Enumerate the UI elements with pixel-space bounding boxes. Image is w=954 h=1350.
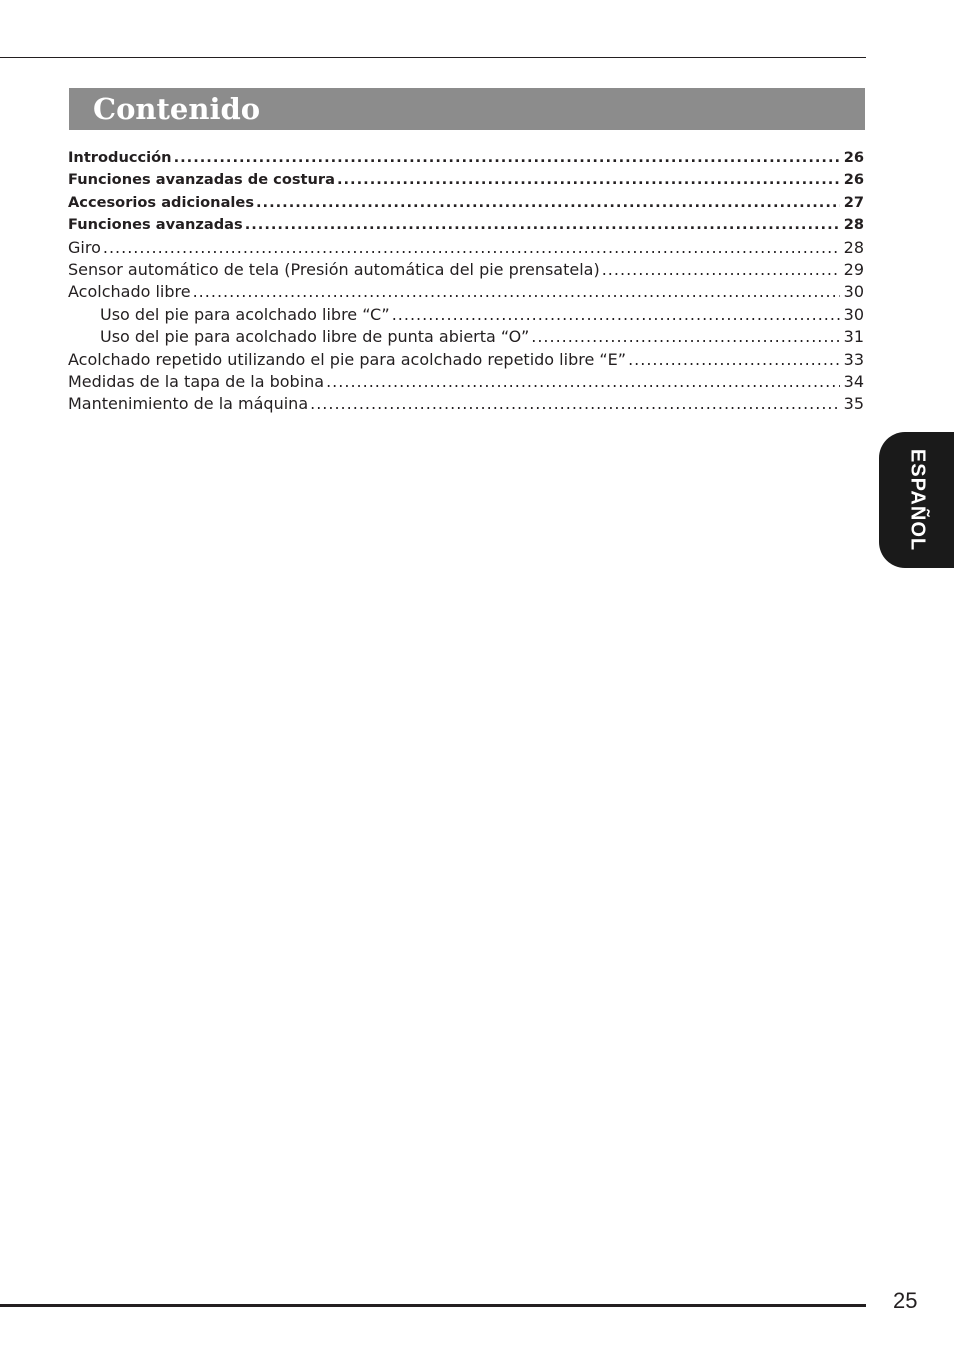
toc-entry-label: Sensor automático de tela (Presión automática del pie prensatela) — [68, 259, 600, 279]
toc-entry-page: 27 — [843, 193, 864, 211]
toc-dot-leader — [392, 304, 840, 326]
toc-entry-page: 33 — [843, 349, 864, 369]
toc-entry[interactable] — [68, 349, 864, 371]
toc-dot-leader — [193, 281, 840, 303]
toc-entry-label: Acolchado repetido utilizando el pie para acolchado repetido libre “E” — [68, 349, 627, 369]
toc-entry[interactable] — [68, 192, 864, 214]
toc-dot-leader — [245, 214, 840, 236]
toc-entry[interactable] — [68, 147, 864, 169]
toc-entry-page: 29 — [843, 259, 864, 279]
toc-entry-label: Giro — [68, 237, 101, 257]
toc-dot-leader — [256, 192, 840, 214]
toc-entry[interactable] — [68, 393, 864, 415]
toc-entry[interactable] — [68, 169, 864, 191]
title-bar — [69, 88, 865, 130]
toc-entry[interactable] — [68, 214, 864, 236]
toc-entry-label: Uso del pie para acolchado libre “C” — [100, 304, 390, 324]
top-rule — [0, 57, 866, 58]
bottom-rule — [0, 1304, 866, 1307]
toc-dot-leader — [310, 393, 840, 415]
toc-entry[interactable] — [68, 237, 864, 259]
toc-entry-page: 30 — [843, 282, 864, 302]
table-of-contents — [68, 147, 864, 416]
toc-dot-leader — [602, 259, 840, 281]
toc-entry[interactable] — [68, 326, 864, 348]
toc-entry-page: 30 — [843, 304, 864, 324]
language-tab-label: ESPAÑOL — [906, 448, 928, 552]
toc-dot-leader — [326, 371, 840, 393]
toc-entry-page: 26 — [843, 171, 864, 189]
toc-dot-leader — [628, 349, 840, 371]
toc-entry-label: Funciones avanzadas — [68, 216, 243, 234]
toc-entry-page: 35 — [843, 394, 864, 414]
toc-dot-leader — [174, 147, 840, 169]
toc-entry-label: Accesorios adicionales — [68, 193, 254, 211]
toc-dot-leader — [337, 169, 840, 191]
toc-entry-label: Medidas de la tapa de la bobina — [68, 371, 325, 391]
toc-entry-page: 26 — [843, 149, 864, 166]
toc-entry[interactable] — [68, 304, 864, 326]
toc-entry[interactable] — [68, 281, 864, 303]
toc-entry-page: 34 — [843, 371, 864, 391]
toc-entry-label: Introducción — [68, 149, 172, 166]
toc-dot-leader — [531, 326, 840, 348]
page-title: Contenido — [93, 92, 261, 126]
toc-entry-page: 31 — [843, 327, 864, 347]
toc-entry-label: Acolchado libre — [68, 282, 191, 302]
toc-entry-label: Uso del pie para acolchado libre de punta abierta “O” — [100, 327, 530, 347]
toc-entry[interactable] — [68, 259, 864, 281]
language-tab — [879, 432, 954, 568]
toc-entry-page: 28 — [843, 237, 864, 257]
toc-dot-leader — [103, 237, 840, 259]
page-number: 25 — [893, 1288, 918, 1313]
toc-entry-label: Mantenimiento de la máquina — [68, 394, 309, 414]
toc-entry-label: Funciones avanzadas de costura — [68, 171, 335, 189]
toc-entry[interactable] — [68, 371, 864, 393]
toc-entry-page: 28 — [843, 216, 864, 234]
